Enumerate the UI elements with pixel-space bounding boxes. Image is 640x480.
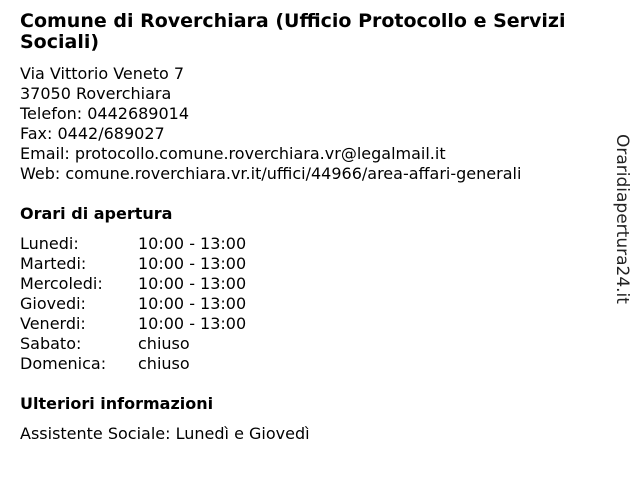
hours-value: chiuso	[138, 334, 190, 353]
hours-row-saturday	[20, 334, 246, 354]
day-label: Lunedi:	[20, 234, 79, 253]
day-label: Mercoledi:	[20, 274, 103, 293]
hours-value: 10:00 - 13:00	[138, 314, 247, 333]
opening-hours-heading: Orari di apertura	[20, 204, 173, 223]
hours-value: 10:00 - 13:00	[138, 234, 247, 253]
fax-number: Fax: 0442/689027	[20, 124, 165, 143]
hours-value: 10:00 - 13:00	[138, 254, 247, 273]
hours-row-tuesday	[20, 254, 246, 274]
phone-number: Telefon: 0442689014	[20, 104, 190, 123]
site-watermark: Oraridiapertura24.it	[612, 134, 632, 304]
hours-row-thursday	[20, 294, 246, 314]
hours-value: chiuso	[138, 354, 190, 373]
day-label: Giovedi:	[20, 294, 86, 313]
contact-block	[20, 64, 610, 184]
website-address: Web: comune.roverchiara.vr.it/uffici/44966/area-affari-generali	[20, 164, 522, 183]
hours-row-friday	[20, 314, 246, 334]
opening-hours-table	[20, 234, 246, 374]
day-label: Sabato:	[20, 334, 82, 353]
hours-row-monday	[20, 234, 246, 254]
hours-value: 10:00 - 13:00	[138, 274, 247, 293]
day-label: Domenica:	[20, 354, 107, 373]
day-label: Venerdi:	[20, 314, 86, 333]
street-address: Via Vittorio Veneto 7	[20, 64, 185, 83]
office-title: Comune di Roverchiara (Ufficio Protocollo e Servizi Sociali)	[20, 10, 566, 53]
hours-row-sunday	[20, 354, 246, 374]
email-address: Email: protocollo.comune.roverchiara.vr@legalmail.it	[20, 144, 446, 163]
further-info-heading: Ulteriori informazioni	[20, 394, 214, 413]
day-label: Martedi:	[20, 254, 87, 273]
hours-row-wednesday	[20, 274, 246, 294]
hours-value: 10:00 - 13:00	[138, 294, 247, 313]
further-info-text: Assistente Sociale: Lunedì e Giovedì	[20, 424, 310, 443]
postal-city: 37050 Roverchiara	[20, 84, 172, 103]
